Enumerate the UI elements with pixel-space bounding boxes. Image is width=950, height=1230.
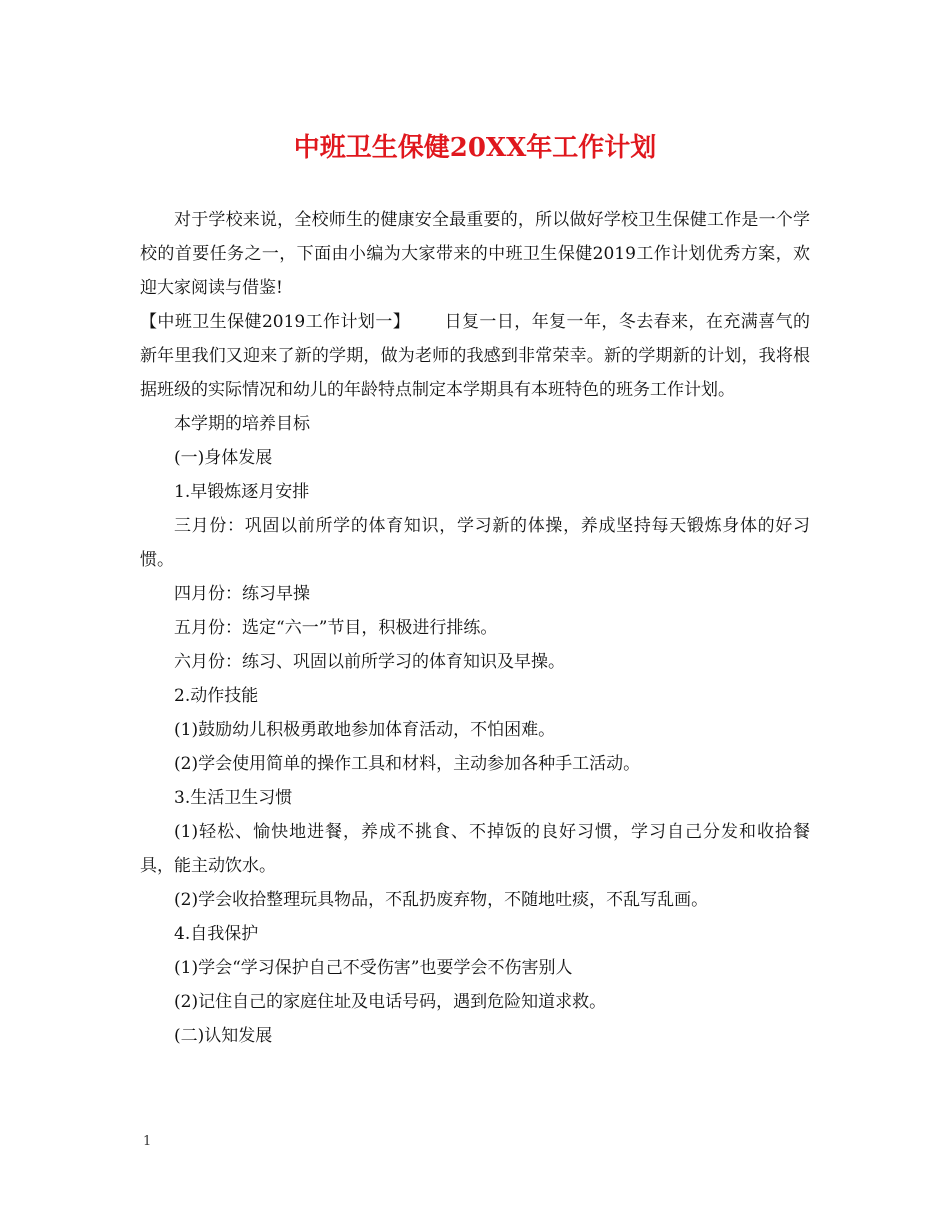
item-april: 四月份：练习早操 xyxy=(174,584,310,604)
item-hygiene-2: (2)学会收拾整理玩具物品，不乱扔废弃物，不随地吐痰，不乱写乱画。 xyxy=(174,890,709,910)
item-motor-skills: 2.动作技能 xyxy=(174,686,259,706)
plan-one-text: 日复一日，年复一年，冬去春来，在充满喜气的新年里我们又迎来了新的学期，做为老师的我感到非常荣幸。新的学期新的计划，我将根据班级的实际情况和幼儿的年龄特点制定本学期具有本班特色的班务工作计划。 xyxy=(140,312,811,400)
document-body xyxy=(140,203,810,1053)
section-cognitive: (二)认知发展 xyxy=(174,1026,273,1046)
item-protection-1: (1)学会“学习保护自己不受伤害”也要学会不伤害别人 xyxy=(174,958,573,978)
item-self-protection: 4.自我保护 xyxy=(174,924,259,944)
intro-paragraph: 对于学校来说，全校师生的健康安全最重要的，所以做好学校卫生保健工作是一个学校的首要任务之一，下面由小编为大家带来的中班卫生保健2019工作计划优秀方案，欢迎大家阅读与借鉴! xyxy=(140,210,810,298)
page-number: 1 xyxy=(143,1134,152,1149)
item-morning-exercise: 1.早锻炼逐月安排 xyxy=(174,482,310,502)
section-physical: (一)身体发展 xyxy=(174,448,273,468)
document-title: 中班卫生保健20XX年工作计划 xyxy=(293,133,657,163)
item-june: 六月份：练习、巩固以前所学习的体育知识及早操。 xyxy=(174,652,565,672)
plan-one-paragraph xyxy=(140,305,810,407)
item-march: 三月份：巩固以前所学的体育知识，学习新的体操，养成坚持每天锻炼身体的好习惯。 xyxy=(140,516,810,570)
item-hygiene-1: (1)轻松、愉快地进餐，养成不挑食、不掉饭的良好习惯，学习自己分发和收拾餐具，能主动饮水。 xyxy=(140,822,810,876)
item-motor-1: (1)鼓励幼儿积极勇敢地参加体育活动，不怕困难。 xyxy=(174,720,556,740)
item-protection-2: (2)记住自己的家庭住址及电话号码，遇到危险知道求救。 xyxy=(174,992,607,1012)
plan-one-heading: 【中班卫生保健2019工作计划一】 xyxy=(140,312,411,332)
section-goals: 本学期的培养目标 xyxy=(174,414,310,434)
item-motor-2: (2)学会使用简单的操作工具和材料，主动参加各种手工活动。 xyxy=(174,754,641,774)
item-may: 五月份：选定“六一”节目，积极进行排练。 xyxy=(174,618,498,638)
item-hygiene-habits: 3.生活卫生习惯 xyxy=(174,788,293,808)
